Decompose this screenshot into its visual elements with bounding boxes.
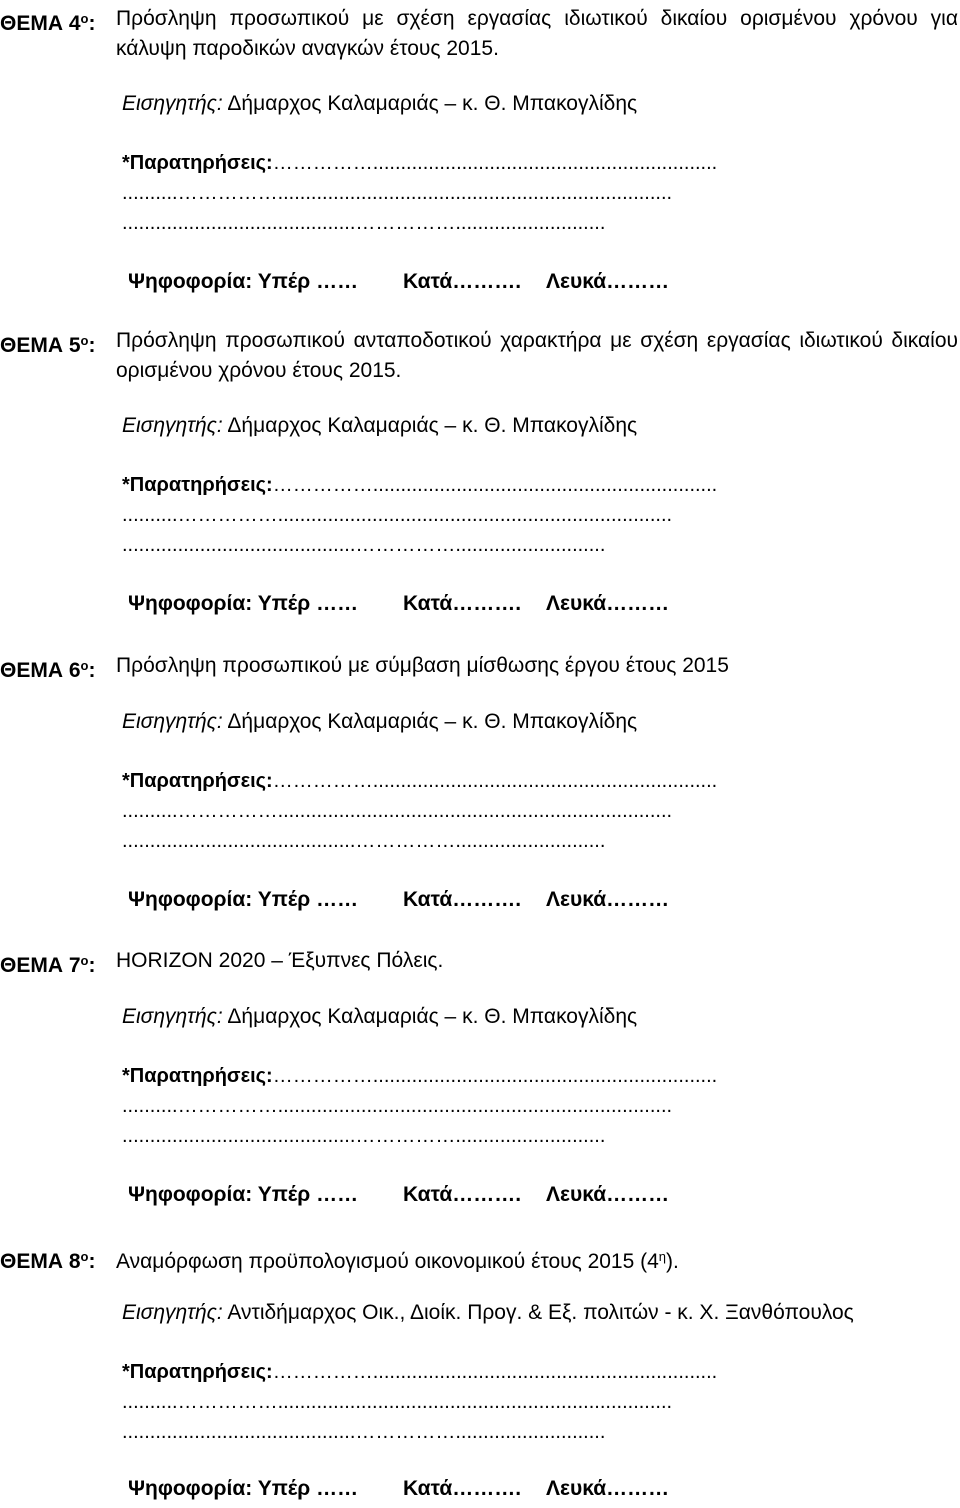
observations-field[interactable]: *Παρατηρήσεις:…………….............................................................. ..........……………....................................................................... ..........................................……………........................... bbox=[122, 474, 718, 556]
vote-blank[interactable]: Λευκά……… bbox=[546, 592, 670, 615]
observations-label: *Παρατηρήσεις: bbox=[122, 152, 273, 174]
rapporteur-line bbox=[122, 89, 637, 119]
vote-for[interactable]: Ψηφοφορία: Υπέρ …… bbox=[128, 1477, 359, 1500]
item-label: ΘΕΜΑ $6^o$: bbox=[0, 658, 96, 682]
vote-line bbox=[128, 267, 669, 297]
observations-label: *Παρατηρήσεις: bbox=[122, 474, 273, 496]
vote-line bbox=[128, 885, 669, 915]
vote-against[interactable]: Κατά………. bbox=[403, 888, 522, 911]
item-title: Πρόσληψη προσωπικού με σύμβαση μίσθωσης έργου έτους 2015 bbox=[116, 654, 729, 677]
agenda-item-5 bbox=[0, 322, 960, 622]
vote-blank[interactable]: Λευκά……… bbox=[546, 888, 670, 911]
rapporteur-line bbox=[122, 707, 637, 737]
agenda-item-8 bbox=[0, 1238, 960, 1508]
vote-against[interactable]: Κατά………. bbox=[403, 1477, 522, 1500]
item-title: Αναμόρφωση προϋπολογισμού οικονομικού έτους 2015 $(4^\eta)$. bbox=[116, 1249, 679, 1273]
vote-blank[interactable]: Λευκά……… bbox=[546, 1183, 670, 1206]
rapporteur-label: Εισηγητής: bbox=[122, 710, 223, 733]
rapporteur-label: Εισηγητής: bbox=[122, 1005, 223, 1028]
rapporteur-label: Εισηγητής: bbox=[122, 1301, 223, 1324]
rapporteur-line bbox=[122, 1298, 854, 1328]
vote-against[interactable]: Κατά………. bbox=[403, 270, 522, 293]
observations-field[interactable]: *Παρατηρήσεις:…………….............................................................. ..........……………....................................................................... ..........................................……………........................... bbox=[122, 770, 718, 852]
vote-blank[interactable]: Λευκά……… bbox=[546, 1477, 670, 1500]
rapporteur-label: Εισηγητής: bbox=[122, 92, 223, 115]
item-label: ΘΕΜΑ $4^o$: bbox=[0, 11, 96, 35]
item-title: HORIZON 2020 – Έξυπνες Πόλεις. bbox=[116, 949, 444, 972]
rapporteur-name: Αντιδήμαρχος Οικ., Διοίκ. Προγ. & Εξ. πολιτών - κ. Χ. Ξανθόπουλος bbox=[227, 1301, 854, 1324]
observations-label: *Παρατηρήσεις: bbox=[122, 1361, 273, 1383]
vote-line bbox=[128, 589, 669, 619]
rapporteur-label: Εισηγητής: bbox=[122, 414, 223, 437]
vote-line bbox=[128, 1474, 669, 1504]
rapporteur-name: Δήμαρχος Καλαμαριάς – κ. Θ. Μπακογλίδης bbox=[227, 92, 638, 115]
item-label: ΘΕΜΑ $7^o$: bbox=[0, 953, 96, 977]
vote-for[interactable]: Ψηφοφορία: Υπέρ …… bbox=[128, 1183, 359, 1206]
item-title: Πρόσληψη προσωπικού ανταποδοτικού χαρακτήρα με σχέση εργασίας ιδιωτικού δικαίου ορισμένου χρόνου έτους 2015. bbox=[116, 329, 958, 382]
rapporteur-line bbox=[122, 1002, 637, 1032]
agenda-item-4 bbox=[0, 0, 960, 300]
item-label: ΘΕΜΑ $8^o$: bbox=[0, 1249, 96, 1273]
vote-line bbox=[128, 1180, 669, 1210]
agenda-item-7 bbox=[0, 942, 960, 1212]
vote-against[interactable]: Κατά………. bbox=[403, 1183, 522, 1206]
agenda-item-6 bbox=[0, 647, 960, 917]
item-label: ΘΕΜΑ $5^o$: bbox=[0, 333, 96, 357]
vote-for[interactable]: Ψηφοφορία: Υπέρ …… bbox=[128, 888, 359, 911]
vote-for[interactable]: Ψηφοφορία: Υπέρ …… bbox=[128, 270, 359, 293]
observations-field[interactable]: *Παρατηρήσεις:…………….............................................................. ..........……………....................................................................... ..........................................……………........................... bbox=[122, 1361, 718, 1443]
rapporteur-line bbox=[122, 411, 637, 441]
observations-label: *Παρατηρήσεις: bbox=[122, 770, 273, 792]
observations-label: *Παρατηρήσεις: bbox=[122, 1065, 273, 1087]
rapporteur-name: Δήμαρχος Καλαμαριάς – κ. Θ. Μπακογλίδης bbox=[227, 414, 638, 437]
vote-against[interactable]: Κατά………. bbox=[403, 592, 522, 615]
vote-for[interactable]: Ψηφοφορία: Υπέρ …… bbox=[128, 592, 359, 615]
rapporteur-name: Δήμαρχος Καλαμαριάς – κ. Θ. Μπακογλίδης bbox=[227, 1005, 638, 1028]
vote-blank[interactable]: Λευκά……… bbox=[546, 270, 670, 293]
observations-field[interactable]: *Παρατηρήσεις:…………….............................................................. ..........……………....................................................................... ..........................................……………........................... bbox=[122, 152, 718, 234]
observations-field[interactable]: *Παρατηρήσεις:…………….............................................................. ..........……………....................................................................... ..........................................……………........................... bbox=[122, 1065, 718, 1147]
item-title: Πρόσληψη προσωπικού με σχέση εργασίας ιδιωτικού δικαίου ορισμένου χρόνου για κάλυψη παροδικών αναγκών έτους 2015. bbox=[116, 7, 958, 60]
rapporteur-name: Δήμαρχος Καλαμαριάς – κ. Θ. Μπακογλίδης bbox=[227, 710, 638, 733]
